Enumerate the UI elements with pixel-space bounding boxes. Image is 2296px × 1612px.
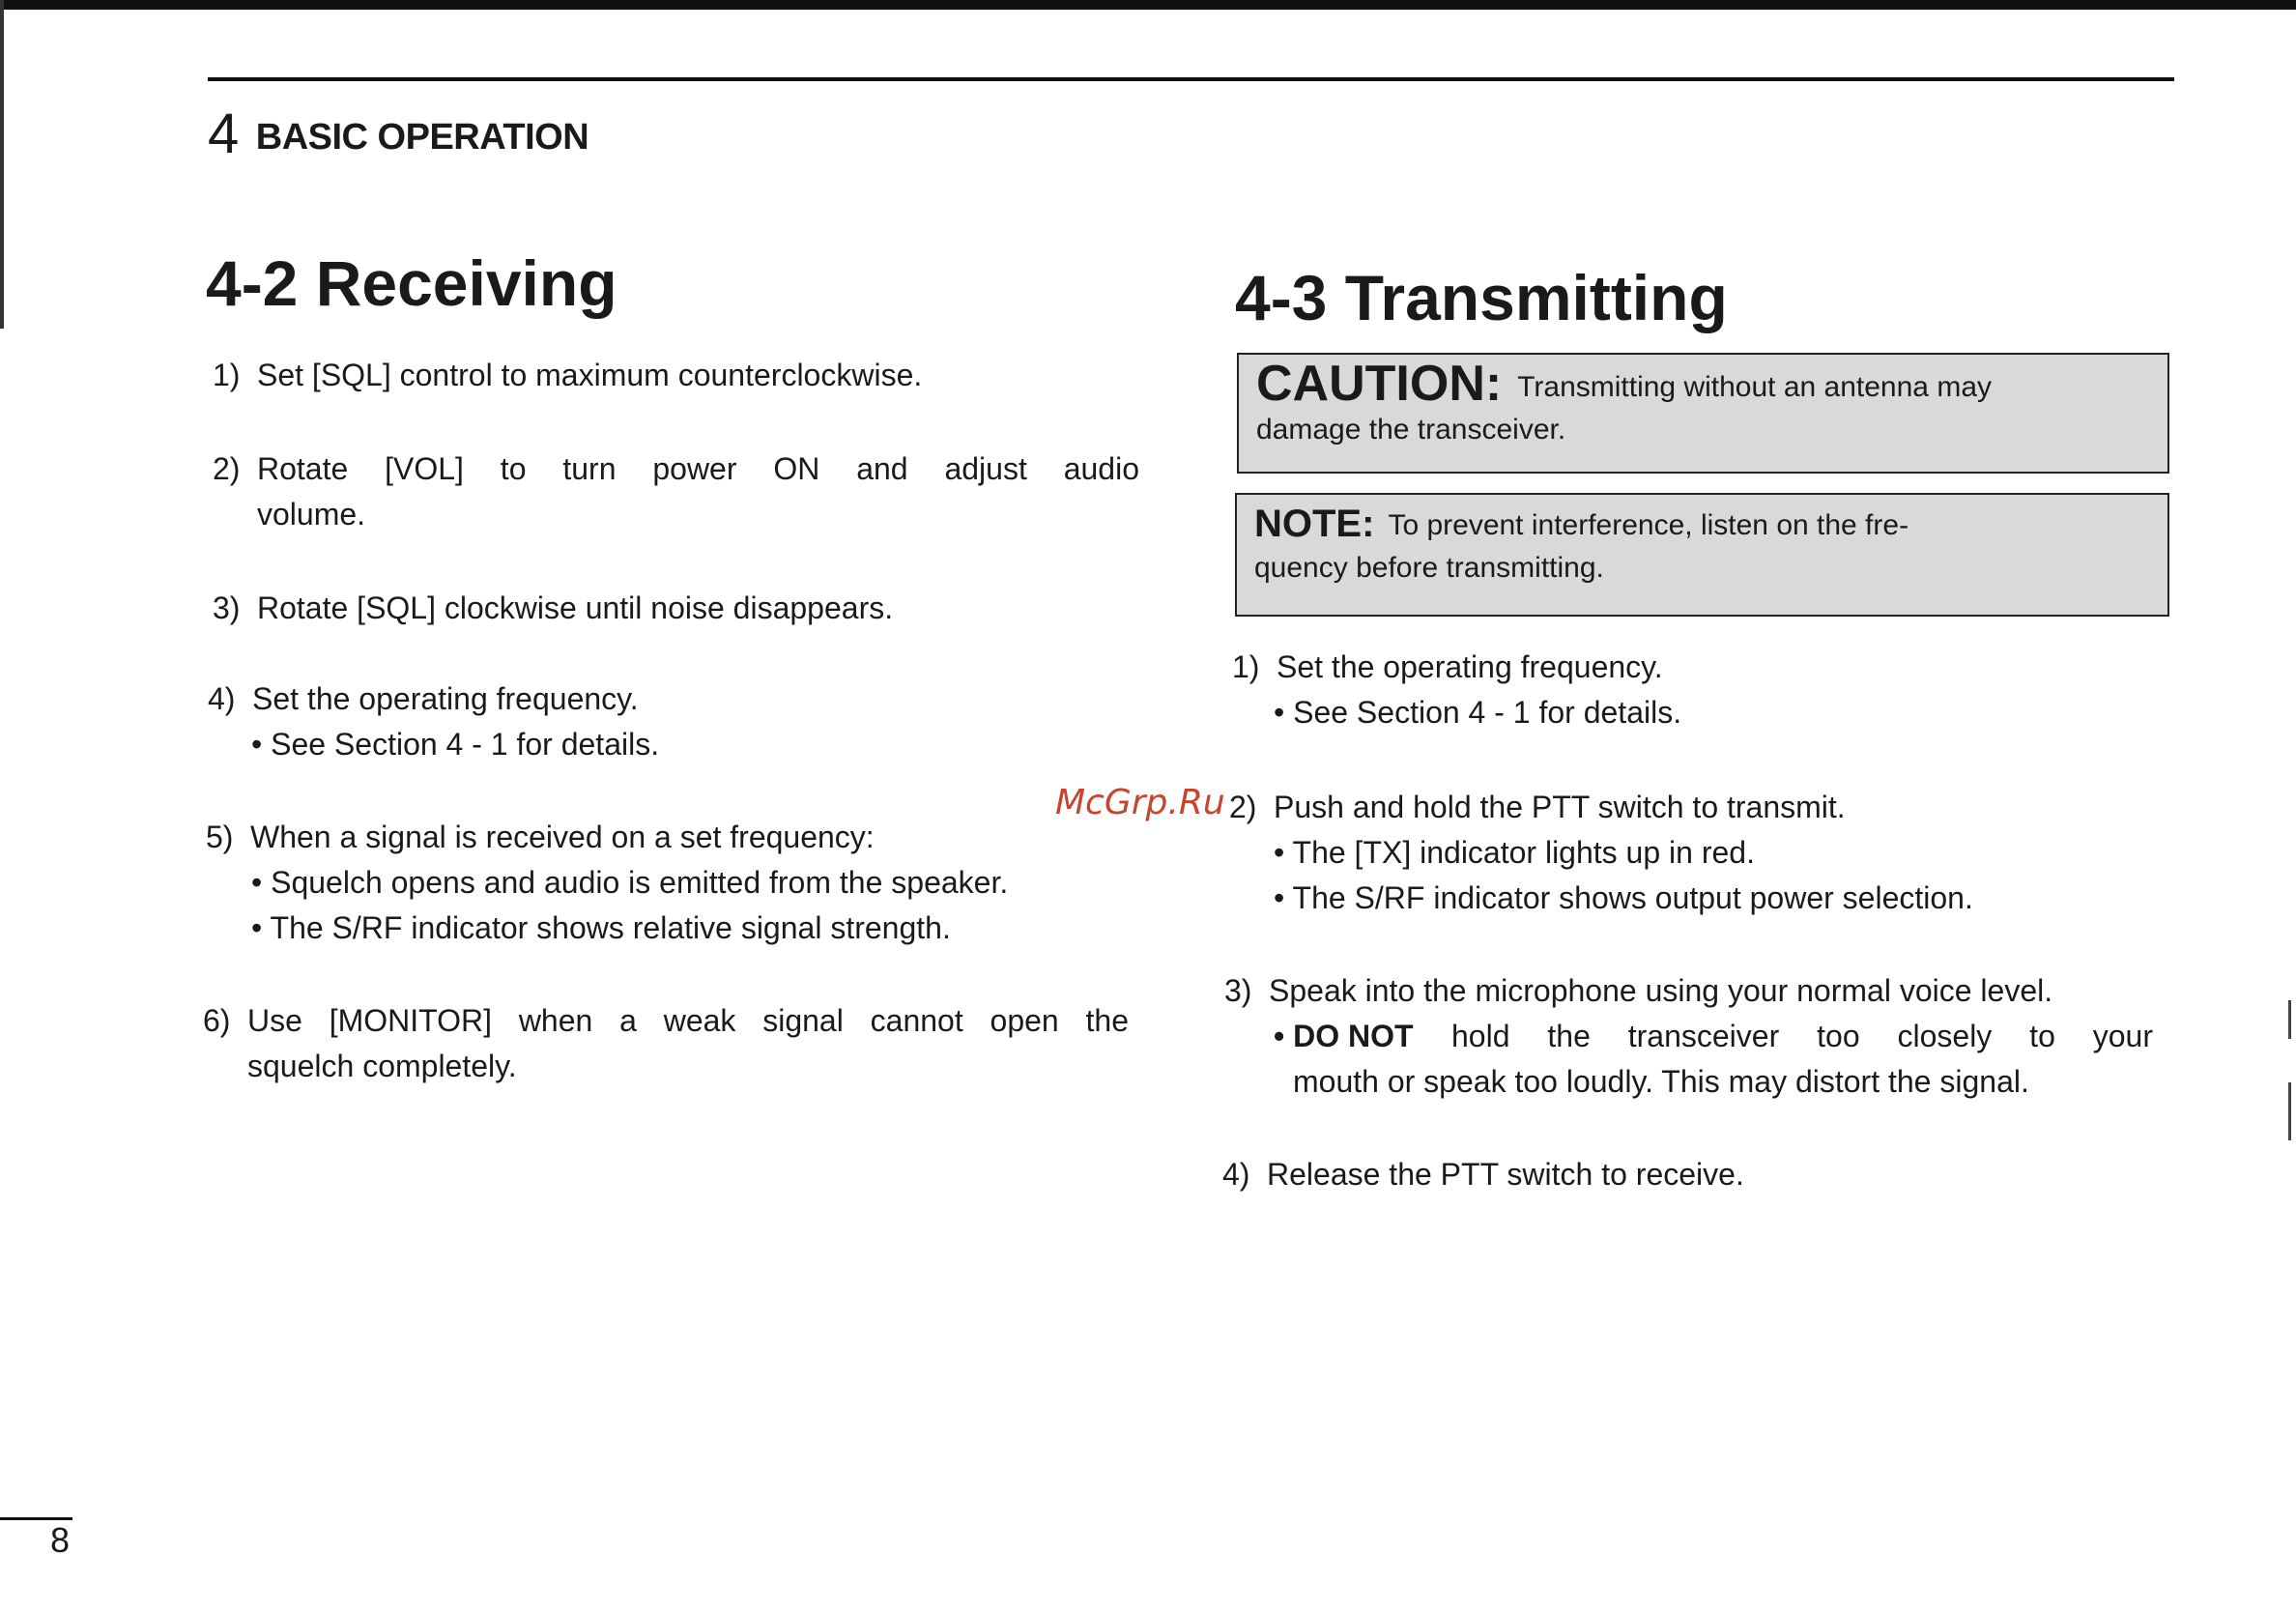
- transmitting-title: 4-3 Transmitting: [1235, 262, 1728, 333]
- watermark: McGrp.Ru: [1055, 783, 1225, 822]
- step-number: 1): [1232, 649, 1260, 684]
- receiving-step-6-line1: Use [MONITOR] when a weak signal cannot open the: [247, 1003, 1129, 1038]
- page-top-edge: [0, 0, 2296, 10]
- step-text: Push and hold the PTT switch to transmit.: [1274, 790, 1846, 824]
- note-text-line1: To prevent interference, listen on the fre-: [1388, 509, 1909, 541]
- step-text: Set the operating frequency.: [1277, 649, 1663, 684]
- page-number: 8: [50, 1520, 71, 1560]
- receiving-step-2-line1: Rotate [VOL] to turn power ON and adjust audio: [257, 451, 1139, 486]
- step-text: Release the PTT switch to receive.: [1267, 1157, 1744, 1192]
- receiving-step-2-line2: volume.: [257, 497, 366, 532]
- chapter-heading: [208, 101, 588, 166]
- step-number: 6): [203, 1003, 231, 1038]
- receiving-step-5-bullet-2: • The S/RF indicator shows relative signal strength.: [251, 910, 951, 945]
- chapter-number: 4: [208, 102, 239, 165]
- receiving-step-5-bullet-1: • Squelch opens and audio is emitted from the speaker.: [251, 865, 1009, 900]
- note-box: [1235, 493, 2169, 617]
- transmitting-step-3: [1224, 968, 2052, 1014]
- transmitting-step-1-bullet: • See Section 4 - 1 for details.: [1274, 695, 1682, 730]
- step-number: 3): [1224, 973, 1252, 1008]
- step-number: 4): [208, 681, 236, 716]
- header-rule: [208, 77, 2174, 81]
- note-label: NOTE:: [1254, 503, 1375, 545]
- transmitting-step-3-bullet-line1: hold the transceiver too closely to your: [1451, 1019, 2153, 1053]
- caution-box: [1237, 353, 2169, 474]
- transmitting-step-3-bullet-line2: mouth or speak too loudly. This may distort the signal.: [1293, 1064, 2029, 1099]
- receiving-step-3: [213, 586, 893, 631]
- receiving-step-2: [213, 446, 257, 492]
- caution-text-line2: damage the transceiver.: [1256, 414, 1566, 446]
- chapter-title: BASIC OPERATION: [255, 117, 589, 158]
- receiving-step-4: [208, 676, 639, 722]
- receiving-step-5: [206, 815, 875, 860]
- step-number: 4): [1222, 1157, 1250, 1192]
- step-text: Set the operating frequency.: [252, 681, 639, 716]
- right-edge-mark: [2288, 1082, 2291, 1140]
- step-number: 2): [1229, 790, 1257, 824]
- right-edge-mark: [2288, 1000, 2291, 1039]
- transmitting-step-1: [1232, 645, 1663, 690]
- caution-text-line1: Transmitting without an antenna may: [1517, 371, 1992, 403]
- transmitting-step-2-bullet-1: • The [TX] indicator lights up in red.: [1274, 835, 1755, 870]
- receiving-step-6: [203, 998, 247, 1044]
- step-number: 1): [213, 358, 241, 392]
- step-text: When a signal is received on a set frequency:: [250, 820, 875, 854]
- step-text: Rotate [SQL] clockwise until noise disappears.: [257, 590, 894, 625]
- transmitting-step-4: [1222, 1152, 1744, 1197]
- transmitting-step-2-bullet-2: • The S/RF indicator shows output power selection.: [1274, 880, 1973, 915]
- step-number: 5): [206, 820, 234, 854]
- step-number: 2): [213, 451, 241, 486]
- transmitting-step-2: [1229, 785, 1846, 830]
- step-number: 3): [213, 590, 241, 625]
- caution-label: CAUTION:: [1256, 356, 1503, 412]
- step-text: Set [SQL] control to maximum counterclockwise.: [257, 358, 923, 392]
- receiving-step-1: [213, 353, 922, 398]
- receiving-step-4-bullet: • See Section 4 - 1 for details.: [251, 727, 660, 762]
- receiving-step-6-line2: squelch completely.: [247, 1049, 517, 1083]
- transmitting-step-3-bullet-bold: • DO NOT: [1274, 1019, 1414, 1053]
- page-left-edge: [0, 0, 4, 329]
- step-text: Speak into the microphone using your normal voice level.: [1269, 973, 2053, 1008]
- note-text-line2: quency before transmitting.: [1254, 552, 1604, 584]
- receiving-title: 4-2 Receiving: [206, 247, 617, 319]
